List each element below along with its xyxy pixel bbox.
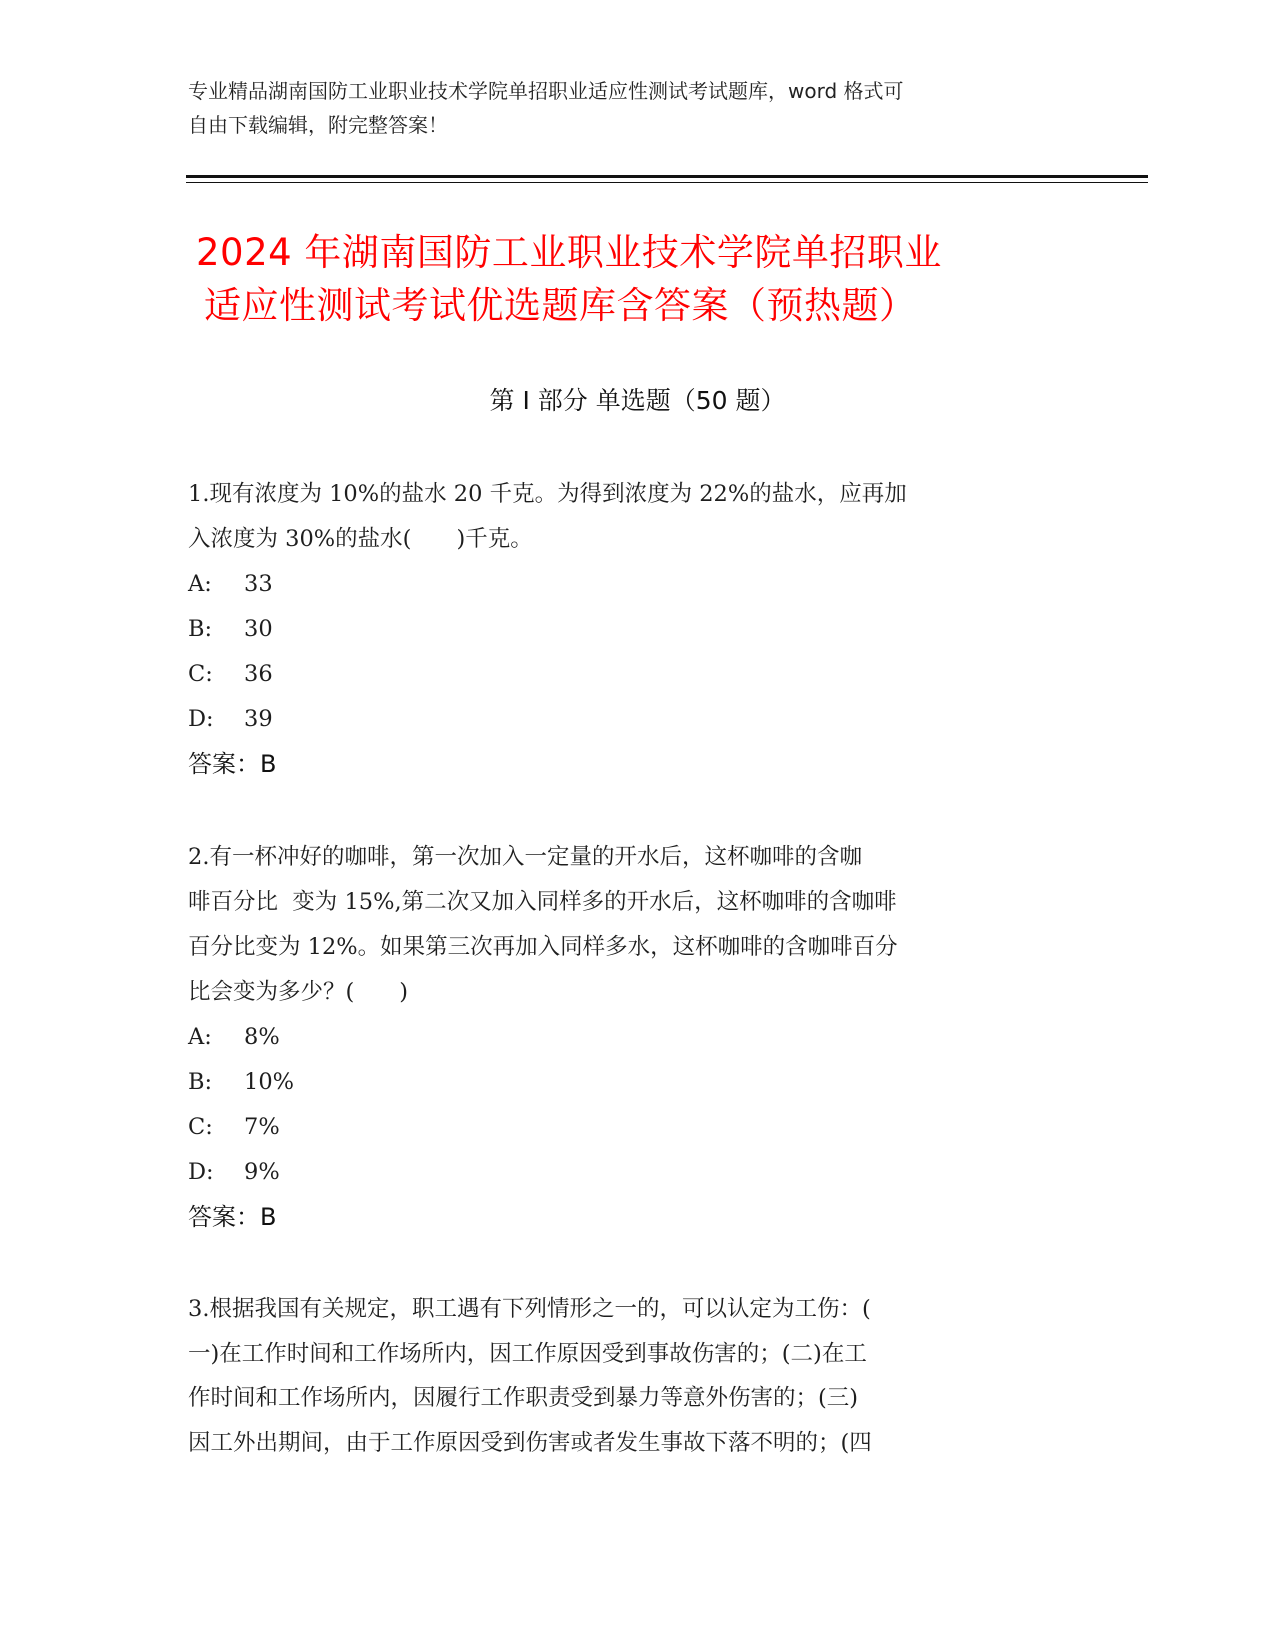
option-letter: C: [188, 661, 213, 687]
question-1 [188, 472, 1068, 787]
option-b [188, 607, 1068, 652]
answer-line: 答案：B [188, 750, 277, 778]
option-letter: D: [188, 706, 214, 732]
option-text: 30 [244, 616, 273, 642]
question-stem-line: 比会变为多少？( ) [188, 979, 409, 1005]
document-title-line: 适应性测试考试优选题库含答案（预热题） [204, 284, 917, 327]
option-c [188, 652, 1068, 697]
option-letter: C: [188, 1114, 213, 1140]
document-title [196, 226, 1096, 332]
option-a [188, 562, 1068, 607]
option-d [188, 1150, 1068, 1195]
answer-line: 答案：B [188, 1203, 277, 1231]
header-note-line: 自由下载编辑，附完整答案！ [188, 113, 448, 137]
option-text: 9% [244, 1159, 280, 1185]
question-3 [188, 1287, 1068, 1465]
question-stem-line: 入浓度为 30%的盐水( )千克。 [188, 526, 533, 552]
question-stem-line: 一)在工作时间和工作场所内，因工作原因受到事故伤害的；(二)在工 [188, 1340, 867, 1367]
question-stem [188, 472, 1068, 562]
question-stem-line: 作时间和工作场所内，因履行工作职责受到暴力等意外伤害的；(三) [188, 1385, 859, 1411]
option-text: 10% [244, 1069, 295, 1095]
option-text: 8% [244, 1024, 280, 1050]
document-title-line: 2024 年湖南国防工业职业技术学院单招职业 [196, 231, 942, 274]
question-stem [188, 1287, 1068, 1465]
option-letter: D: [188, 1159, 214, 1185]
option-letter: A: [188, 1024, 212, 1050]
option-letter: B: [188, 616, 213, 642]
header-note [188, 74, 1088, 142]
option-b [188, 1060, 1068, 1105]
option-text: 33 [244, 571, 273, 597]
question-2 [188, 835, 1068, 1240]
option-d [188, 697, 1068, 742]
header-note-line: 专业精品湖南国防工业职业技术学院单招职业适应性测试考试题库，word 格式可 [188, 79, 904, 103]
question-stem-line: 3.根据我国有关规定，职工遇有下列情形之一的，可以认定为工伤：( [188, 1296, 871, 1322]
option-a [188, 1015, 1068, 1060]
question-stem-line: 百分比变为 12%。如果第三次再加入同样多水，这杯咖啡的含咖啡百分 [188, 934, 898, 960]
header-divider-thin [186, 182, 1148, 183]
option-text: 39 [244, 706, 273, 732]
option-text: 7% [244, 1114, 280, 1140]
question-stem [188, 835, 1068, 1015]
question-stem-line: 因工外出期间，由于工作原因受到伤害或者发生事故下落不明的；(四 [188, 1429, 872, 1456]
option-text: 36 [244, 661, 273, 687]
question-stem-line: 啡百分比 变为 15%,第二次又加入同样多的开水后，这杯咖啡的含咖啡 [188, 889, 897, 915]
question-stem-line: 1.现有浓度为 10%的盐水 20 千克。为得到浓度为 22%的盐水，应再加 [188, 481, 907, 507]
section-title: 第 I 部分 单选题（50 题） [489, 386, 786, 415]
option-letter: A: [188, 571, 212, 597]
option-c [188, 1105, 1068, 1150]
question-stem-line: 2.有一杯冲好的咖啡，第一次加入一定量的开水后，这杯咖啡的含咖 [188, 844, 862, 870]
option-letter: B: [188, 1069, 213, 1095]
header-divider-thick [186, 175, 1148, 178]
